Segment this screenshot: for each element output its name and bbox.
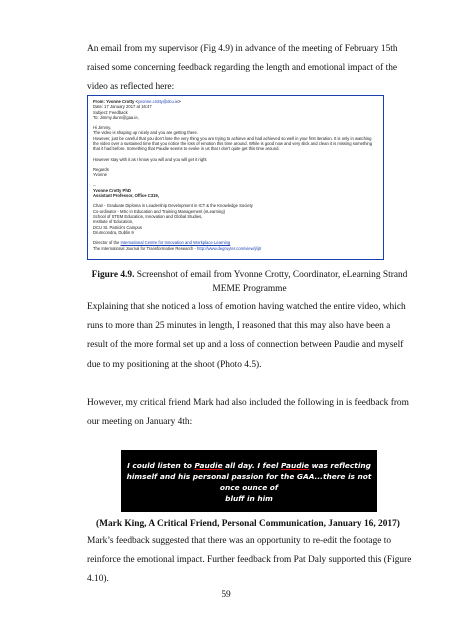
quote-l1-e: was reflecting [309, 461, 371, 470]
email-dashes: -- [93, 182, 96, 188]
quote-line-2: himself and his personal passion for the GAA...there is not once ounce of [126, 472, 372, 492]
quote-l1-a: I could listen to [127, 461, 195, 470]
email-regards: Regards [93, 166, 109, 172]
email-sig-institute: Institute of Education, [93, 219, 134, 225]
email-from-suffix: > [178, 99, 181, 104]
quote-l1-b: Paudie [194, 461, 223, 470]
email-subject: Subject: Feedback [93, 109, 128, 115]
email-sig-campus: DCU St. Patrick's Campus [93, 224, 142, 230]
email-sign-name: Yvonne [93, 172, 107, 178]
paragraph-3: However, my critical friend Mark had also included the following in is feedback from our meeting on January 4th: [87, 398, 409, 428]
email-screenshot [87, 95, 384, 260]
paragraph-2: Explaining that she noticed a loss of emotion having watched the entire video, which runs to more than 25 minutes in length, I reasoned that this may also have been a result of the more formal set up and a loss of connection between Paudie and myself due to my positioning at the shoot (Photo 4.5). [87, 302, 406, 370]
quote-l1-d: Paudie [281, 461, 310, 470]
quote-l1-c: all day. I feel [222, 461, 282, 470]
email-journal-prefix: The International Journal for Transformative Research - [93, 245, 198, 251]
email-sig-title: Assistant Professor, Office C319, [93, 193, 159, 199]
email-to: To: Jimmy.dunn@gaa.ie, [93, 114, 139, 120]
email-greeting: Hi Jimmy, [93, 125, 112, 131]
quote-attribution: (Mark King, A Critical Friend, Personal Communication, January 16, 2017) [96, 519, 400, 529]
paragraph-4: Mark’s feedback suggested that there was an opportunity to re-edit the footage to reinforce the emotional impact. Further feedback from Pat Daly supported this (Figure 4.10). [87, 536, 412, 585]
email-sig-city: Drumcondra, Dublin 9 [93, 229, 134, 235]
email-body-3: However stay with it as I know you will and you will get it right [93, 156, 207, 162]
quote-image [121, 450, 377, 512]
email-sig-coord: Co-ordinator - MSc in Education and Training Management (eLearning) [93, 208, 225, 214]
email-journal [93, 246, 378, 251]
quote-line-1 [121, 460, 377, 471]
quote-line-3: bluff in him [225, 494, 273, 503]
email-body-1: The video is shaping up nicely and you are getting there. [93, 130, 198, 136]
email-from-label: From: Yvonne Crotty < [93, 99, 138, 104]
figure-caption [87, 268, 412, 296]
email-journal-link[interactable]: http://www.degruyter.com/view/j/ijtr [197, 245, 262, 251]
email-director-link[interactable]: International Centre for Innovation and Workplace Learning [120, 240, 231, 246]
email-date: Date: 17 January 2017 at 16:47 [93, 104, 152, 110]
email-director-prefix: Director of the [93, 240, 121, 246]
email-sig-name: Yvonne Crotty PhD [93, 187, 131, 193]
page-number: 59 [221, 590, 231, 600]
figure-caption-text: Screenshot of email from Yvonne Crotty, Coordinator, eLearning Strand MEME Programme [134, 270, 408, 294]
figure-label: Figure 4.9. [91, 270, 135, 280]
email-from-address[interactable]: yvonne.crotty@dcu.ie [137, 99, 179, 104]
email-body-2: However, just be careful that you don't lose the very thing you are trying to achieve and had achieved so well in your first iteration. It is only in watching the video over a sustained time that you notice the loss of emotion this time around. While is good now and very slick and clean it is missing something that it had before. Something that Paudie seems to evoke in us that I don't quite get this time around. [93, 135, 373, 152]
email-sig-school: School of STEM Education, Innovation and Global Studies, [93, 214, 203, 220]
email-sig-chair: Chair - Graduate Diploma in Leadership Development in ICT & the Knowledge Society [93, 203, 253, 209]
intro-paragraph: An email from my supervisor (Fig 4.9) in advance of the meeting of February 15th raised some concerning feedback regarding the length and emotional impact of the video as reflected here: [87, 44, 398, 93]
